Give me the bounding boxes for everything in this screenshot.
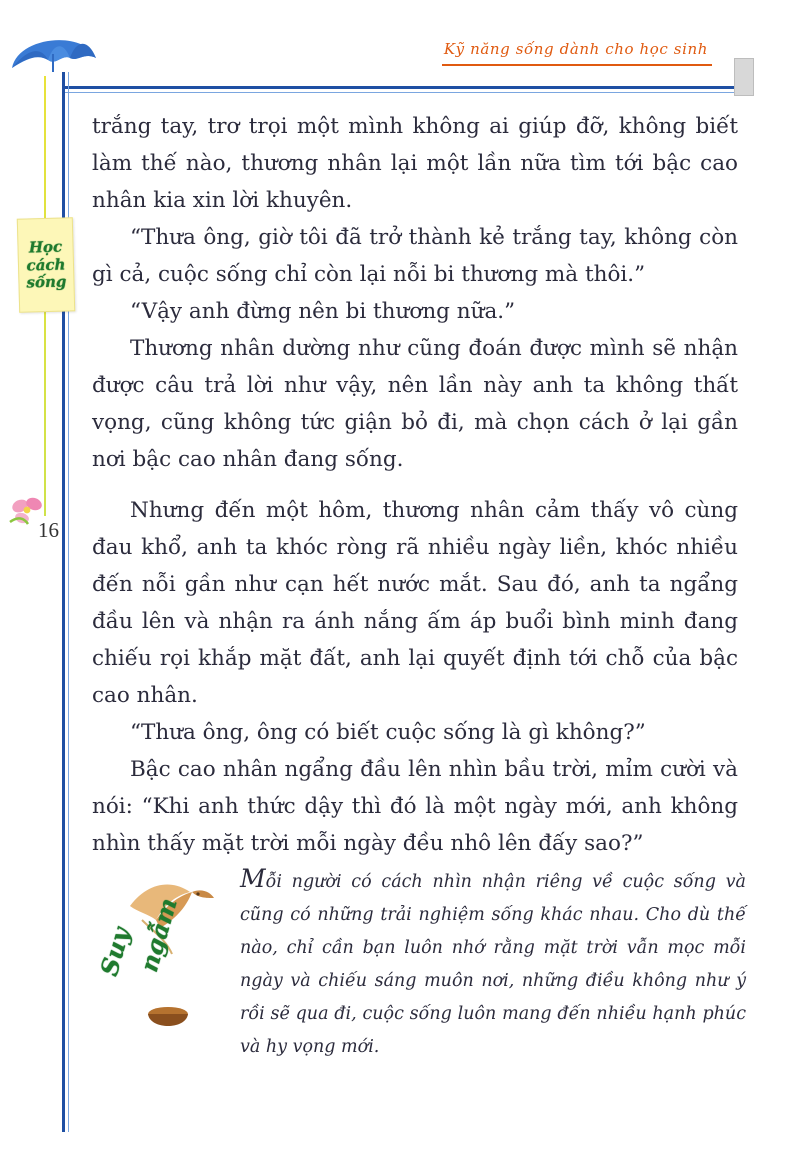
suy-ngam-label <box>94 894 208 1032</box>
reflection-body: ỗi người có cách nhìn nhận riêng về cuộc sống và cũng có những trải nghiệm sống khác nhau. Cho dù thế nào, chỉ cần bạn luôn nhớ rằng mặt trời vẫn mọc mỗi ngày và chiếu sáng muôn nơi, những điều không như ý rồi sẽ qua đi, cuộc sống luôn mang đến nhiều hạnh phúc và hy vọng mới. <box>240 872 746 1057</box>
body-text <box>92 108 738 862</box>
reflection-drop-cap: M <box>240 864 266 893</box>
reflection-text <box>240 862 746 1064</box>
paragraph: Thương nhân dường như cũng đoán được mình sẽ nhận được câu trả lời như vậy, nên lần này anh ta không thất vọng, cũng không tức giận bỏ đi, mà chọn cách ở lại gần nơi bậc cao nhân đang sống. <box>92 336 738 472</box>
page-number: 16 <box>38 518 59 542</box>
suy-ngam-word-1: Suy <box>94 924 136 979</box>
paragraph: “Vậy anh đừng nên bi thương nữa.” <box>130 299 516 324</box>
sticky-tab-hoc-cach-song <box>17 217 75 312</box>
header-rule <box>62 86 734 89</box>
running-head: Kỹ năng sống dành cho học sinh <box>443 40 708 58</box>
running-head-underline <box>442 64 712 66</box>
sticky-tab-line-2: cách <box>26 255 66 275</box>
paragraph: Bậc cao nhân ngẩng đầu lên nhìn bầu trời, mỉm cười và nói: “Khi anh thức dậy thì đó là một ngày mới, anh không nhìn thấy mặt trời mỗi ngày đều nhô lên đấy sao?” <box>92 757 738 856</box>
paragraph: “Thưa ông, giờ tôi đã trở thành kẻ trắng tay, không còn gì cả, cuộc sống chỉ còn lại nỗi bi thương mà thôi.” <box>92 225 738 287</box>
sticky-tab-line-1: Học <box>28 237 63 257</box>
header-rule-thin <box>62 92 734 93</box>
paragraph: trắng tay, trơ trọi một mình không ai giúp đỡ, không biết làm thế nào, thương nhân lại một lần nữa tìm tới bậc cao nhân kia xin lời khuyên. <box>92 114 738 213</box>
paragraph: Nhưng đến một hôm, thương nhân cảm thấy vô cùng đau khổ, anh ta khóc ròng rã nhiều ngày liền, khóc nhiều đến nỗi gần như cạn hết nước mắt. Sau đó, anh ta ngẩng đầu lên và nhận ra ánh nắng ấm áp buổi bình minh đang chiếu rọi khắp mặt đất, anh lại quyết định tới chỗ của bậc cao nhân. <box>92 498 738 708</box>
sticky-tab-line-3: sống <box>26 272 67 292</box>
header-corner-block <box>734 58 754 96</box>
umbrella-icon <box>8 24 100 84</box>
suy-ngam-word-2: ngẫm <box>134 894 183 975</box>
paragraph: “Thưa ông, ông có biết cuộc sống là gì không?” <box>130 720 646 745</box>
